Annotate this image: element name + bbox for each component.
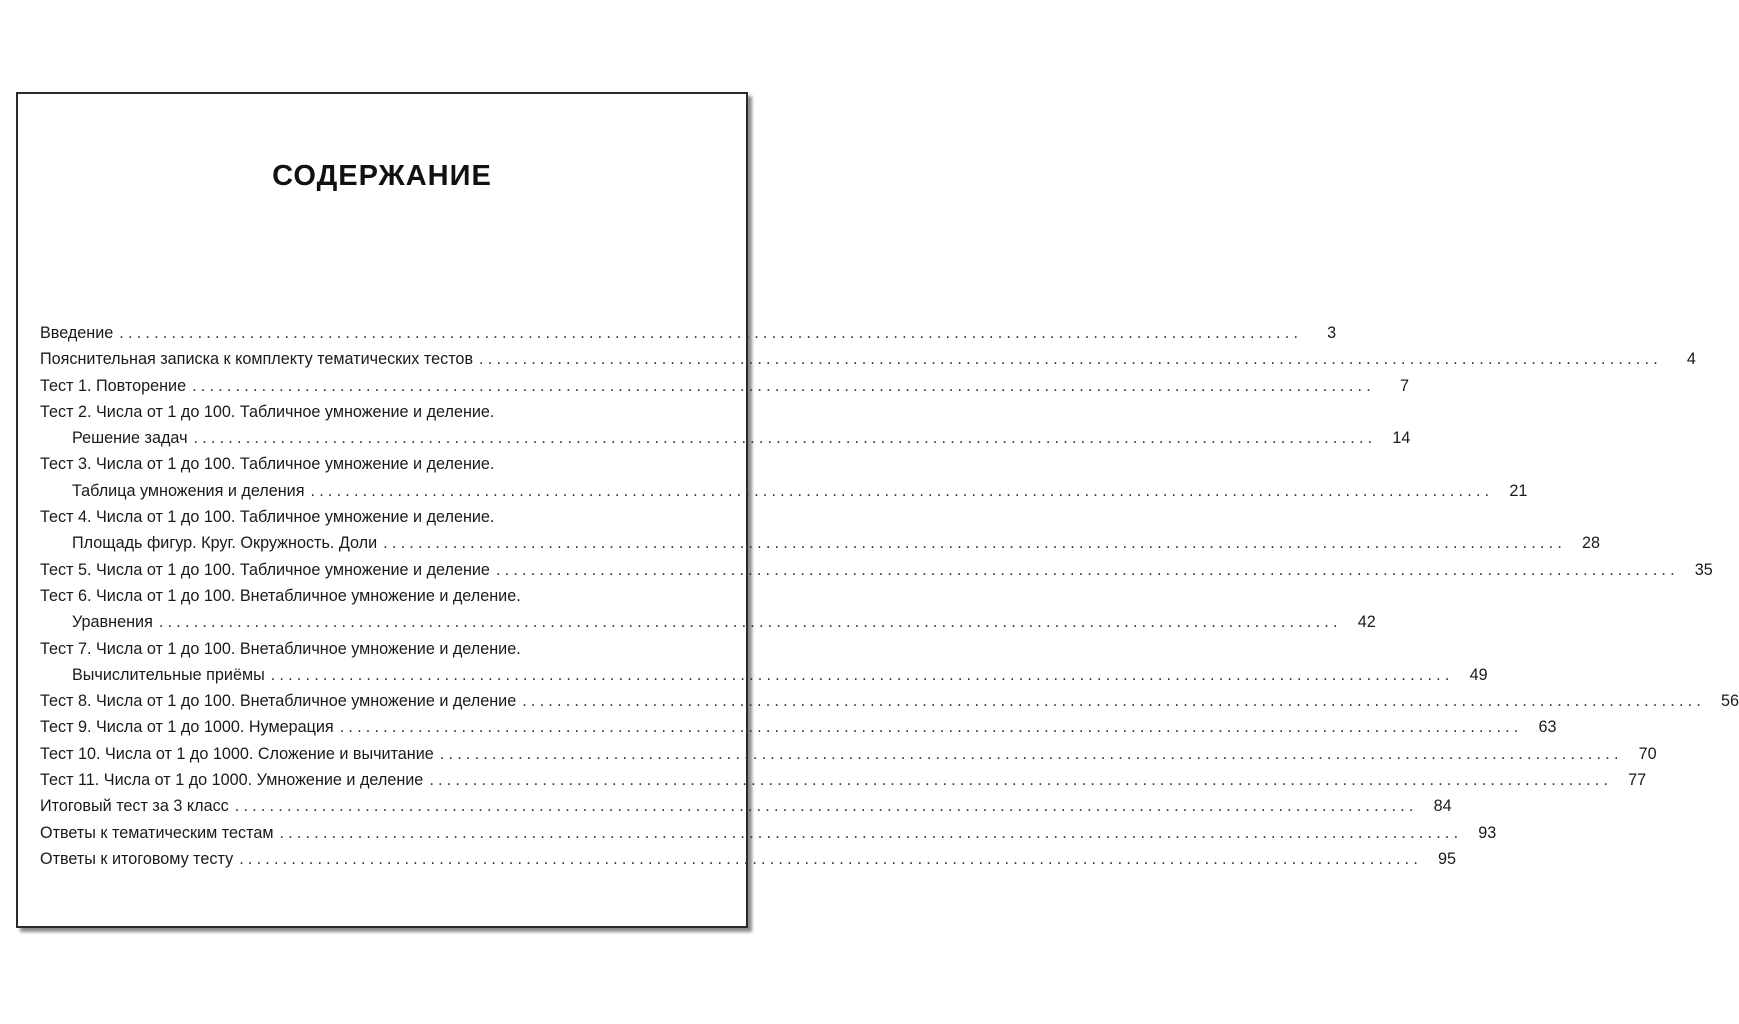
toc-entry-label: Тест 9. Числа от 1 до 1000. Нумерация — [40, 718, 334, 737]
toc-entry — [40, 399, 1411, 452]
toc-entry-page-number: 4 — [1686, 350, 1696, 369]
toc-entry-page-number: 93 — [1478, 823, 1497, 842]
toc-entry-page-number: 77 — [1628, 771, 1647, 790]
dot-leader: ........................................................................................................................................ — [270, 665, 1454, 684]
toc-entry-row — [40, 425, 1411, 451]
dot-leader: ........................................................................................................................................ — [495, 560, 1679, 579]
toc-entry — [40, 583, 1376, 636]
toc-entry — [40, 846, 1457, 872]
toc-entry-label: Тест 8. Числа от 1 до 100. Внетабличное умножение и деление — [40, 692, 517, 711]
toc-entry — [40, 793, 1452, 819]
dot-leader: ........................................................................................................................................ — [234, 797, 1418, 816]
toc-entry-heading: Тест 2. Числа от 1 до 100. Табличное умножение и деление. — [40, 402, 495, 421]
dot-leader: ........................................................................................................................................ — [279, 823, 1463, 842]
toc-entry-row — [40, 478, 1528, 504]
toc-entry-page-number: 84 — [1433, 797, 1452, 816]
dot-leader: ........................................................................................................................................ — [158, 613, 1342, 632]
toc-entry-page-number: 49 — [1469, 665, 1488, 684]
toc-entry-page-number: 14 — [1392, 429, 1411, 448]
toc-entry — [40, 741, 1657, 767]
toc-entry-heading: Тест 7. Числа от 1 до 100. Внетабличное умножение и деление. — [40, 639, 521, 658]
toc-entry-row — [40, 662, 1488, 688]
dot-leader: ........................................................................................................................................ — [383, 534, 1567, 553]
toc-entry-label: Площадь фигур. Круг. Окружность. Доли — [72, 534, 378, 553]
toc-entry-page-number: 3 — [1327, 324, 1337, 342]
dot-leader: ........................................................................................................................................ — [310, 481, 1494, 500]
toc-entry-page-number: 63 — [1538, 718, 1557, 737]
dot-leader: ........................................................................................................................................ — [339, 718, 1523, 737]
toc-entry — [40, 688, 1739, 714]
dot-leader: ........................................................................................................................................ — [119, 324, 1303, 342]
toc-entry-row — [40, 346, 1696, 372]
toc-entry-label: Ответы к тематическим тестам — [40, 823, 274, 842]
toc-entry-label: Таблица умножения и деления — [72, 481, 305, 500]
toc-entry-heading: Тест 6. Числа от 1 до 100. Внетабличное умножение и деление. — [40, 586, 521, 605]
page-title: СОДЕРЖАНИЕ — [272, 160, 492, 192]
toc-entry-row — [40, 714, 1557, 740]
toc-entry — [40, 451, 1528, 504]
table-of-contents — [40, 320, 1739, 872]
toc-entry-row — [40, 767, 1647, 793]
dot-leader: ........................................................................................................................................ — [439, 744, 1623, 763]
dot-leader: ........................................................................................................................................ — [479, 350, 1662, 369]
toc-entry — [40, 320, 1337, 346]
dot-leader: ........................................................................................................................................ — [522, 692, 1706, 711]
toc-entry-page-number: 35 — [1694, 560, 1713, 579]
toc-entry — [40, 767, 1647, 793]
toc-entry-label: Итоговый тест за 3 класс — [40, 797, 229, 816]
toc-entry-label: Решение задач — [72, 429, 188, 448]
toc-entry — [40, 504, 1601, 557]
toc-entry — [40, 636, 1488, 689]
toc-entry-row — [40, 320, 1337, 346]
toc-entry-label: Тест 5. Числа от 1 до 100. Табличное умножение и деление — [40, 560, 490, 579]
toc-entry-label: Тест 1. Повторение — [40, 376, 187, 395]
toc-entry-row — [40, 373, 1409, 399]
dot-leader: ........................................................................................................................................ — [192, 376, 1375, 395]
dot-leader: ........................................................................................................................................ — [193, 429, 1377, 448]
toc-entry-label: Уравнения — [72, 613, 153, 632]
toc-entry — [40, 346, 1696, 372]
toc-entry-row — [40, 557, 1713, 583]
toc-entry-page-number: 56 — [1721, 692, 1739, 711]
dot-leader: ........................................................................................................................................ — [429, 771, 1613, 790]
toc-entry-row — [40, 793, 1452, 819]
toc-entry-page-number: 95 — [1438, 849, 1457, 868]
toc-entry-label: Тест 11. Числа от 1 до 1000. Умножение и деление — [40, 771, 424, 790]
toc-entry — [40, 373, 1409, 399]
toc-entry-label: Ответы к итоговому тесту — [40, 849, 234, 868]
toc-entry-page-number: 21 — [1509, 481, 1528, 500]
toc-entry-page-number: 70 — [1638, 744, 1657, 763]
toc-entry-row — [40, 820, 1497, 846]
toc-entry-page-number: 7 — [1399, 376, 1409, 395]
document-page — [16, 92, 1739, 928]
toc-entry — [40, 557, 1713, 583]
toc-entry-row — [40, 530, 1601, 556]
toc-entry-page-number: 28 — [1582, 534, 1601, 553]
toc-entry-row — [40, 688, 1739, 714]
toc-entry-row — [40, 846, 1457, 872]
toc-entry-label: Пояснительная записка к комплекту тематических тестов — [40, 350, 474, 369]
toc-entry-page-number: 42 — [1357, 613, 1376, 632]
toc-entry-label: Вычислительные приёмы — [72, 665, 265, 684]
toc-entry-row — [40, 609, 1376, 635]
toc-entry-label: Тест 10. Числа от 1 до 1000. Сложение и вычитание — [40, 744, 434, 763]
toc-entry-label: Введение — [40, 324, 114, 342]
toc-entry-heading: Тест 4. Числа от 1 до 100. Табличное умножение и деление. — [40, 508, 495, 527]
toc-entry — [40, 820, 1497, 846]
toc-entry-row — [40, 741, 1657, 767]
dot-leader: ........................................................................................................................................ — [239, 849, 1423, 868]
toc-entry — [40, 714, 1557, 740]
toc-entry-heading: Тест 3. Числа от 1 до 100. Табличное умножение и деление. — [40, 455, 495, 474]
